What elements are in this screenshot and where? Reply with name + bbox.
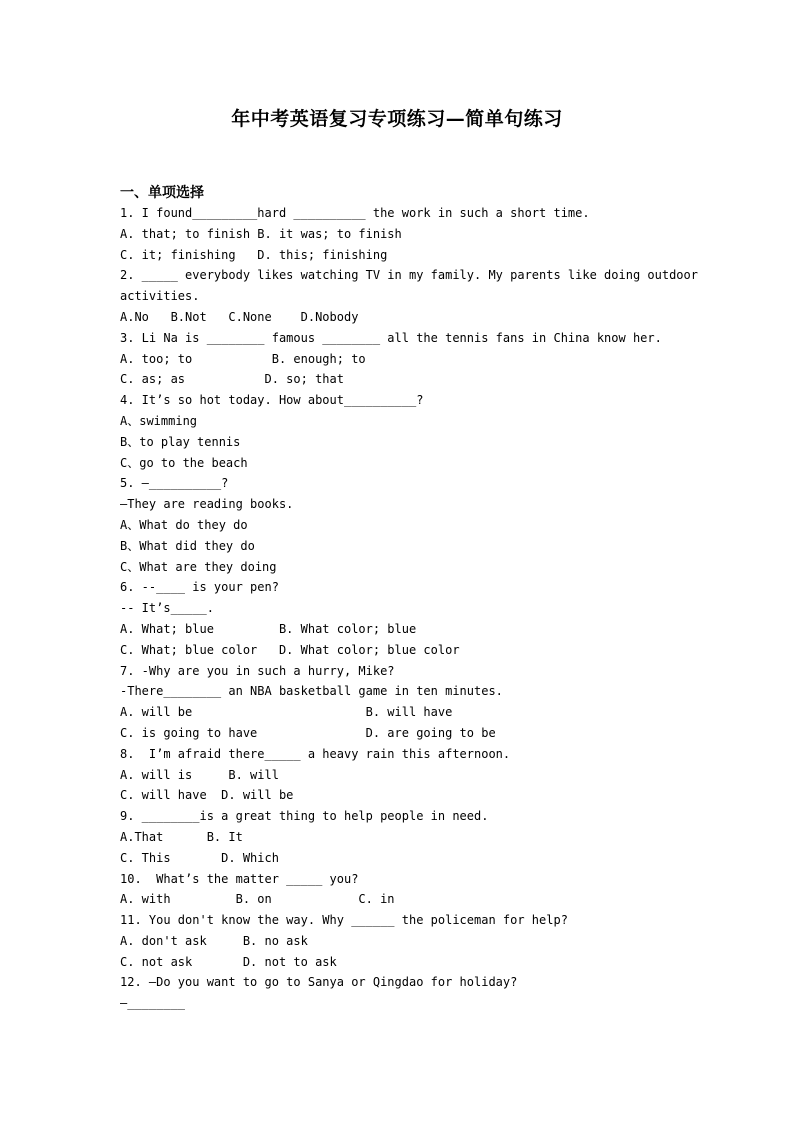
text-line: A.No B.Not C.None D.Nobody	[120, 309, 359, 324]
text-line: A、What do they do	[120, 517, 248, 532]
text-line: A. don't ask B. no ask	[120, 933, 308, 948]
text-line: 5. —__________?	[120, 476, 229, 491]
text-line: C、What are they doing	[120, 559, 277, 574]
text-line: C. will have D. will be	[120, 788, 294, 803]
text-line: 4. It’s so hot today. How about__________?	[120, 393, 424, 408]
text-line: C. as; as D. so; that	[120, 372, 344, 387]
text-line: C、go to the beach	[120, 455, 248, 470]
text-line: A. will be B. will have	[120, 705, 453, 720]
text-line: 1. I found_________hard __________ the work in such a short time.	[120, 206, 590, 220]
text-line: 7. -Why are you in such a hurry, Mike?	[120, 663, 395, 678]
text-line: A.That B. It	[120, 829, 243, 844]
text-line: 6. --____ is your pen?	[120, 580, 279, 595]
text-line: activities.	[120, 289, 200, 304]
text-line: —They are reading books.	[120, 497, 294, 512]
text-line: A. too; to B. enough; to	[120, 351, 366, 366]
text-line: A. with B. on C. in	[120, 892, 395, 907]
text-line: C. it; finishing D. this; finishing	[120, 247, 388, 262]
text-line: 10. What’s the matter _____ you?	[120, 871, 359, 886]
text-line: 8. I’m afraid there_____ a heavy rain this afternoon.	[120, 746, 511, 761]
text-line: 11. You don't know the way. Why ______ the policeman for help?	[120, 913, 568, 928]
text-line: -- It’s_____.	[120, 601, 214, 616]
text-line: C. This D. Which	[120, 850, 279, 865]
question-list	[120, 203, 698, 1014]
text-line: 2. _____ everybody likes watching TV in my family. My parents like doing outdoor	[120, 268, 698, 283]
text-line: B、What did they do	[120, 538, 255, 553]
text-line: C. is going to have D. are going to be	[120, 725, 496, 740]
text-line: 12. —Do you want to go to Sanya or Qingdao for holiday?	[120, 975, 518, 990]
section-heading: 一、单项选择	[120, 185, 204, 201]
text-line: -There________ an NBA basketball game in ten minutes.	[120, 684, 503, 699]
text-line: —________	[120, 996, 186, 1011]
text-line: B、to play tennis	[120, 434, 241, 449]
document-title: 年中考英语复习专项练习—简单句练习	[231, 108, 563, 130]
text-line: 3. Li Na is ________ famous ________ all the tennis fans in China know her.	[120, 330, 662, 345]
text-line: A、swimming	[120, 413, 198, 428]
text-line: A. will is B. will	[120, 767, 279, 782]
text-line: A. What; blue B. What color; blue	[120, 621, 417, 636]
text-line: A. that; to finish B. it was; to finish	[120, 226, 402, 241]
text-line: 9. ________is a great thing to help people in need.	[120, 809, 489, 824]
text-line: C. not ask D. not to ask	[120, 954, 337, 969]
text-line: C. What; blue color D. What color; blue color	[120, 642, 460, 657]
